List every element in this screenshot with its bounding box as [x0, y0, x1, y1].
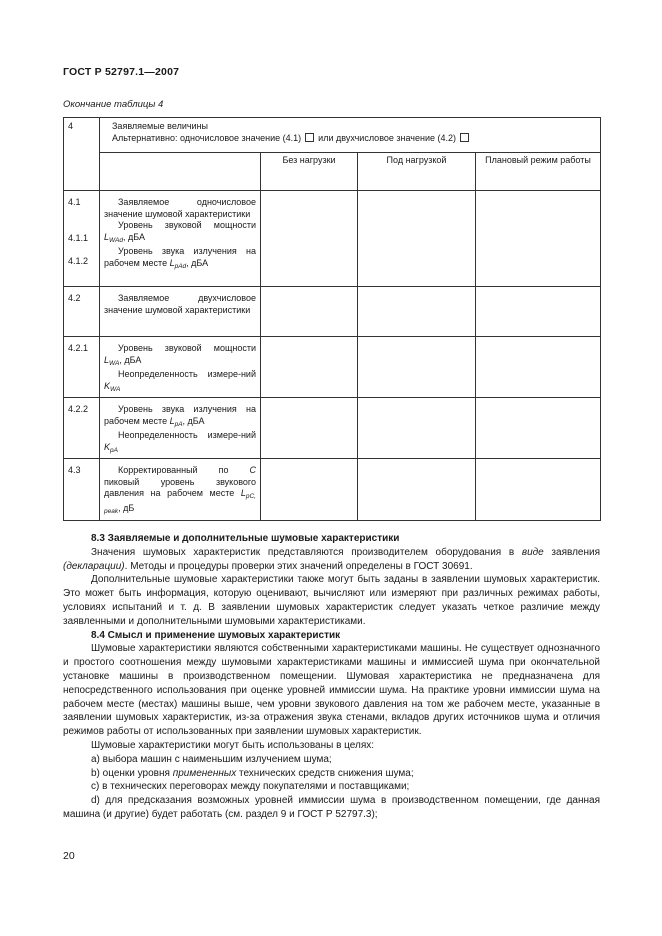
- list-item: c) в технических переговорах между покупателями и поставщиками;: [91, 781, 410, 793]
- paragraph: Дополнительные шумовые характеристики также могут быть заданы в заявлении шумовых характеристик. Это может быть информация, которую оценивают, вычисляют или измеряют при различных режимах работы, условиях испытаний и т. д. В заявлении шумовых характеристик следует указать четкое различие между заявленными и дополнительными шумовыми характеристиками.: [63, 574, 600, 627]
- value-cell: [261, 398, 358, 459]
- value-cell: [358, 459, 476, 521]
- row-number: 4.2.1: [64, 337, 100, 398]
- row-description: Уровень звуковой мощности $L_{WA}$, дБА Неопределенность измере-ний $K_{WA}$: [100, 337, 261, 398]
- header-alt-double: или двухчисловое значение (4.2): [318, 132, 456, 143]
- table-row: [64, 398, 601, 459]
- row-number: 4.2: [64, 287, 100, 337]
- table-header-row: [64, 118, 601, 153]
- value-cell: [476, 398, 601, 459]
- checkbox-icon: [305, 133, 314, 142]
- section-heading-8-3: 8.3 Заявляемые и дополнительные шумовые характеристики: [91, 533, 400, 544]
- value-cell: [358, 337, 476, 398]
- document-id: ГОСТ Р 52797.1—2007: [63, 66, 180, 78]
- list-item: b) оценки уровня примененных технических средств снижения шума;: [91, 767, 414, 779]
- row-number: 4.2.2: [64, 398, 100, 459]
- list-item: а) выбора машин с наименьшим излучением шума;: [91, 753, 332, 765]
- paragraph: Значения шумовых характеристик представляются производителем оборудования в виде заявления (декларации). Методы и процедуры проверки этих значений определены в ГОСТ 30691.: [63, 546, 600, 572]
- column-planned-mode: Плановый режим работы: [476, 153, 601, 191]
- page-number: 20: [63, 850, 75, 862]
- value-cell: [358, 287, 476, 337]
- row-description: Корректированный по C пиковый уровень звукового давления на рабочем месте $L_{pC, peak}$, дБ: [100, 459, 261, 521]
- row-description: Заявляемое одночисловое значение шумовой характеристики Уровень звуковой мощности $L_{WAd}$, дБА Уровень звука излучения на рабочем месте $L_{pAd}$, дБА: [100, 191, 261, 287]
- section-heading-8-4: 8.4 Смысл и применение шумовых характеристик: [91, 629, 341, 641]
- value-cell: [358, 398, 476, 459]
- paragraph: Шумовые характеристики могут быть использованы в целях:: [91, 739, 375, 751]
- header-num: 4: [64, 118, 100, 191]
- declared-values-table: [63, 117, 601, 521]
- header-alt-single: Альтернативно: одночисловое значение (4.1): [112, 132, 302, 143]
- header-title-cell: [100, 118, 601, 153]
- column-no-load: Без нагрузки: [261, 153, 358, 191]
- table-row: [64, 191, 601, 287]
- column-header-row: [64, 153, 601, 191]
- value-cell: [261, 459, 358, 521]
- value-cell: [476, 459, 601, 521]
- checkbox-icon: [460, 133, 469, 142]
- row-numbers: 4.1 4.1.1 4.1.2: [64, 191, 100, 287]
- table-row: [64, 287, 601, 337]
- column-under-load: Под нагрузкой: [358, 153, 476, 191]
- table-row: [64, 459, 601, 521]
- empty-header-cell: [100, 153, 261, 191]
- row-description: Заявляемое двухчисловое значение шумовой характеристики: [100, 287, 261, 337]
- value-cell: [476, 337, 601, 398]
- paragraph: Шумовые характеристики являются собственными характеристиками машины. Не существует однозначного и простого соотношения между шумовыми характеристиками машины и иммиссией шума при окончательной установке машины в производственном помещении. Шумовая характеристика не предназначена для непосредственного использования при оценке уровней иммиссии шума. На практике уровни иммиссии шума на рабочем месте (местах) машины выше, чем уровни звукового давления на том же рабочем месте, указанные в заявлении шумовых характеристик, из-за отражения звука стенами, вкладов других источников шума и отличия режимов работы от использованных при заявлении шумовых характеристик.: [63, 643, 600, 738]
- header-title: Заявляемые величины: [112, 121, 209, 131]
- value-cell: [261, 287, 358, 337]
- row-number: 4.3: [64, 459, 100, 521]
- value-cell: [476, 287, 601, 337]
- table-caption: Окончание таблицы 4: [63, 99, 164, 110]
- row-description: Уровень звука излучения на рабочем месте $L_{pA}$, дБА Неопределенность измере-ний $K_{pA}$: [100, 398, 261, 459]
- value-cell: [261, 337, 358, 398]
- list-item: d) для предсказания возможных уровней иммиссии шума в производственном помещении, где данная машина (и другие) будет работать (см. раздел 9 и ГОСТ Р 52797.3);: [63, 795, 600, 820]
- value-cell: [358, 191, 476, 287]
- value-cell: [476, 191, 601, 287]
- value-cell: [261, 191, 358, 287]
- table-row: [64, 337, 601, 398]
- body-text: [63, 532, 600, 822]
